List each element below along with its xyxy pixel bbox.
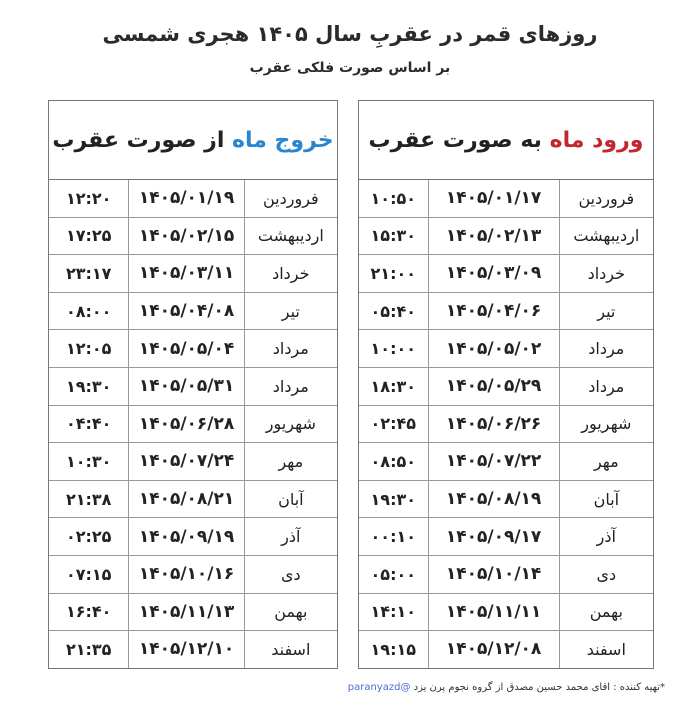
time-cell: ۱۹:۳۰ [65,376,112,396]
moon-exit-table [48,100,338,669]
date-cell: ۱۴۰۵/۱۰/۱۶ [128,556,243,593]
time-cell: ۱۰:۳۰ [65,451,112,471]
table-row [359,293,653,331]
table-row [359,255,653,293]
time-cell: ۱۶:۴۰ [65,602,112,622]
table-row [49,218,337,256]
month-cell: شهریور [244,406,337,443]
table-row [49,443,337,481]
date-cell: ۱۴۰۵/۱۰/۱۴ [428,556,559,593]
time-cell: ۱۷:۲۵ [65,226,112,246]
table-row [359,218,653,256]
date-cell: ۱۴۰۵/۰۳/۰۹ [428,255,559,292]
date-cell: ۱۴۰۵/۰۶/۲۸ [128,406,243,443]
time-cell: ۰۲:۴۵ [370,414,416,434]
time-cell: ۰۴:۴۰ [65,414,112,434]
month-cell: آذر [244,518,337,555]
time-cell: ۰۲:۲۵ [65,527,112,547]
month-cell: فروردین [559,180,653,217]
table-row [49,330,337,368]
month-cell: مرداد [559,368,653,405]
time-cell: ۱۸:۳۰ [370,376,416,396]
date-cell: ۱۴۰۵/۰۵/۰۴ [128,330,243,367]
table-row [359,406,653,444]
date-cell: ۱۴۰۵/۰۴/۰۶ [428,293,559,330]
month-cell: اسفند [559,631,653,668]
table-row [49,594,337,632]
month-cell: فروردین [244,180,337,217]
table-row [49,368,337,406]
table-row [49,518,337,556]
month-cell: دی [244,556,337,593]
month-cell: شهریور [559,406,653,443]
table-row [359,481,653,519]
time-cell: ۱۲:۲۰ [65,188,112,208]
footer-credit [330,682,665,693]
date-cell: ۱۴۰۵/۱۲/۱۰ [128,631,243,668]
time-cell: ۱۹:۳۰ [370,489,416,509]
time-cell: ۱۰:۰۰ [370,339,416,359]
time-cell: ۰۸:۵۰ [370,451,416,471]
date-cell: ۱۴۰۵/۰۸/۲۱ [128,481,243,518]
time-cell: ۰۸:۰۰ [65,301,112,321]
table-row [49,631,337,668]
time-cell: ۲۱:۳۵ [65,639,112,659]
date-cell: ۱۴۰۵/۰۵/۲۹ [428,368,559,405]
month-cell: آبان [559,481,653,518]
table-row [359,180,653,218]
date-cell: ۱۴۰۵/۰۹/۱۷ [428,518,559,555]
exit-table-header [49,101,337,180]
month-cell: مهر [244,443,337,480]
table-row [49,556,337,594]
time-cell: ۰۰:۱۰ [370,527,416,547]
date-cell: ۱۴۰۵/۰۵/۳۱ [128,368,243,405]
time-cell: ۲۳:۱۷ [65,263,112,283]
date-cell: ۱۴۰۵/۱۱/۱۳ [128,594,243,631]
time-cell: ۱۲:۰۵ [65,339,112,359]
time-cell: ۰۵:۴۰ [370,301,416,321]
date-cell: ۱۴۰۵/۰۱/۱۹ [128,180,243,217]
table-row [359,594,653,632]
table-row [359,443,653,481]
date-cell: ۱۴۰۵/۰۷/۲۲ [428,443,559,480]
entry-table-header [359,101,653,180]
month-cell: اردیبهشت [559,218,653,255]
time-cell: ۱۹:۱۵ [370,639,416,659]
month-cell: بهمن [559,594,653,631]
moon-entry-table [358,100,654,669]
date-cell: ۱۴۰۵/۱۲/۰۸ [428,631,559,668]
month-cell: بهمن [244,594,337,631]
date-cell: ۱۴۰۵/۰۳/۱۱ [128,255,243,292]
month-cell: دی [559,556,653,593]
month-cell: اردیبهشت [244,218,337,255]
month-cell: تیر [244,293,337,330]
entry-header-rest: به صورت عقرب [368,127,550,153]
month-cell: آذر [559,518,653,555]
month-cell: مرداد [559,330,653,367]
table-row [49,255,337,293]
table-row [359,556,653,594]
table-row [49,406,337,444]
time-cell: ۲۱:۰۰ [370,263,416,283]
date-cell: ۱۴۰۵/۰۷/۲۴ [128,443,243,480]
exit-header-rest: از صورت عقرب [52,127,233,153]
date-cell: ۱۴۰۵/۰۲/۱۵ [128,218,243,255]
table-row [359,518,653,556]
month-cell: تیر [559,293,653,330]
entry-header-highlight: ورود ماه [549,127,644,153]
table-row [359,631,653,668]
date-cell: ۱۴۰۵/۰۵/۰۲ [428,330,559,367]
credit-text: *تهیه کننده : اقای محمد حسین مصدق از گروه نجوم پرن یزد [410,682,665,693]
date-cell: ۱۴۰۵/۰۴/۰۸ [128,293,243,330]
date-cell: ۱۴۰۵/۰۱/۱۷ [428,180,559,217]
time-cell: ۰۵:۰۰ [370,564,416,584]
date-cell: ۱۴۰۵/۰۸/۱۹ [428,481,559,518]
table-row [49,293,337,331]
time-cell: ۰۷:۱۵ [65,564,112,584]
table-row [359,330,653,368]
month-cell: خرداد [244,255,337,292]
social-handle-link[interactable]: @paranyazd [347,682,411,693]
table-row [49,180,337,218]
month-cell: خرداد [559,255,653,292]
date-cell: ۱۴۰۵/۱۱/۱۱ [428,594,559,631]
table-row [359,368,653,406]
time-cell: ۲۱:۳۸ [65,489,112,509]
time-cell: ۱۵:۳۰ [370,226,416,246]
time-cell: ۱۴:۱۰ [370,602,416,622]
month-cell: مرداد [244,330,337,367]
page-subtitle: بر اساس صورت فلکی عقرب [249,60,451,76]
exit-header-highlight: خروج ماه [232,127,334,153]
date-cell: ۱۴۰۵/۰۹/۱۹ [128,518,243,555]
date-cell: ۱۴۰۵/۰۲/۱۳ [428,218,559,255]
date-cell: ۱۴۰۵/۰۶/۲۶ [428,406,559,443]
month-cell: مرداد [244,368,337,405]
month-cell: آبان [244,481,337,518]
page-title: روزهای قمر در عقربِ سال ۱۴۰۵ هجری شمسی [102,22,598,46]
month-cell: اسفند [244,631,337,668]
time-cell: ۱۰:۵۰ [370,188,416,208]
table-row [49,481,337,519]
month-cell: مهر [559,443,653,480]
